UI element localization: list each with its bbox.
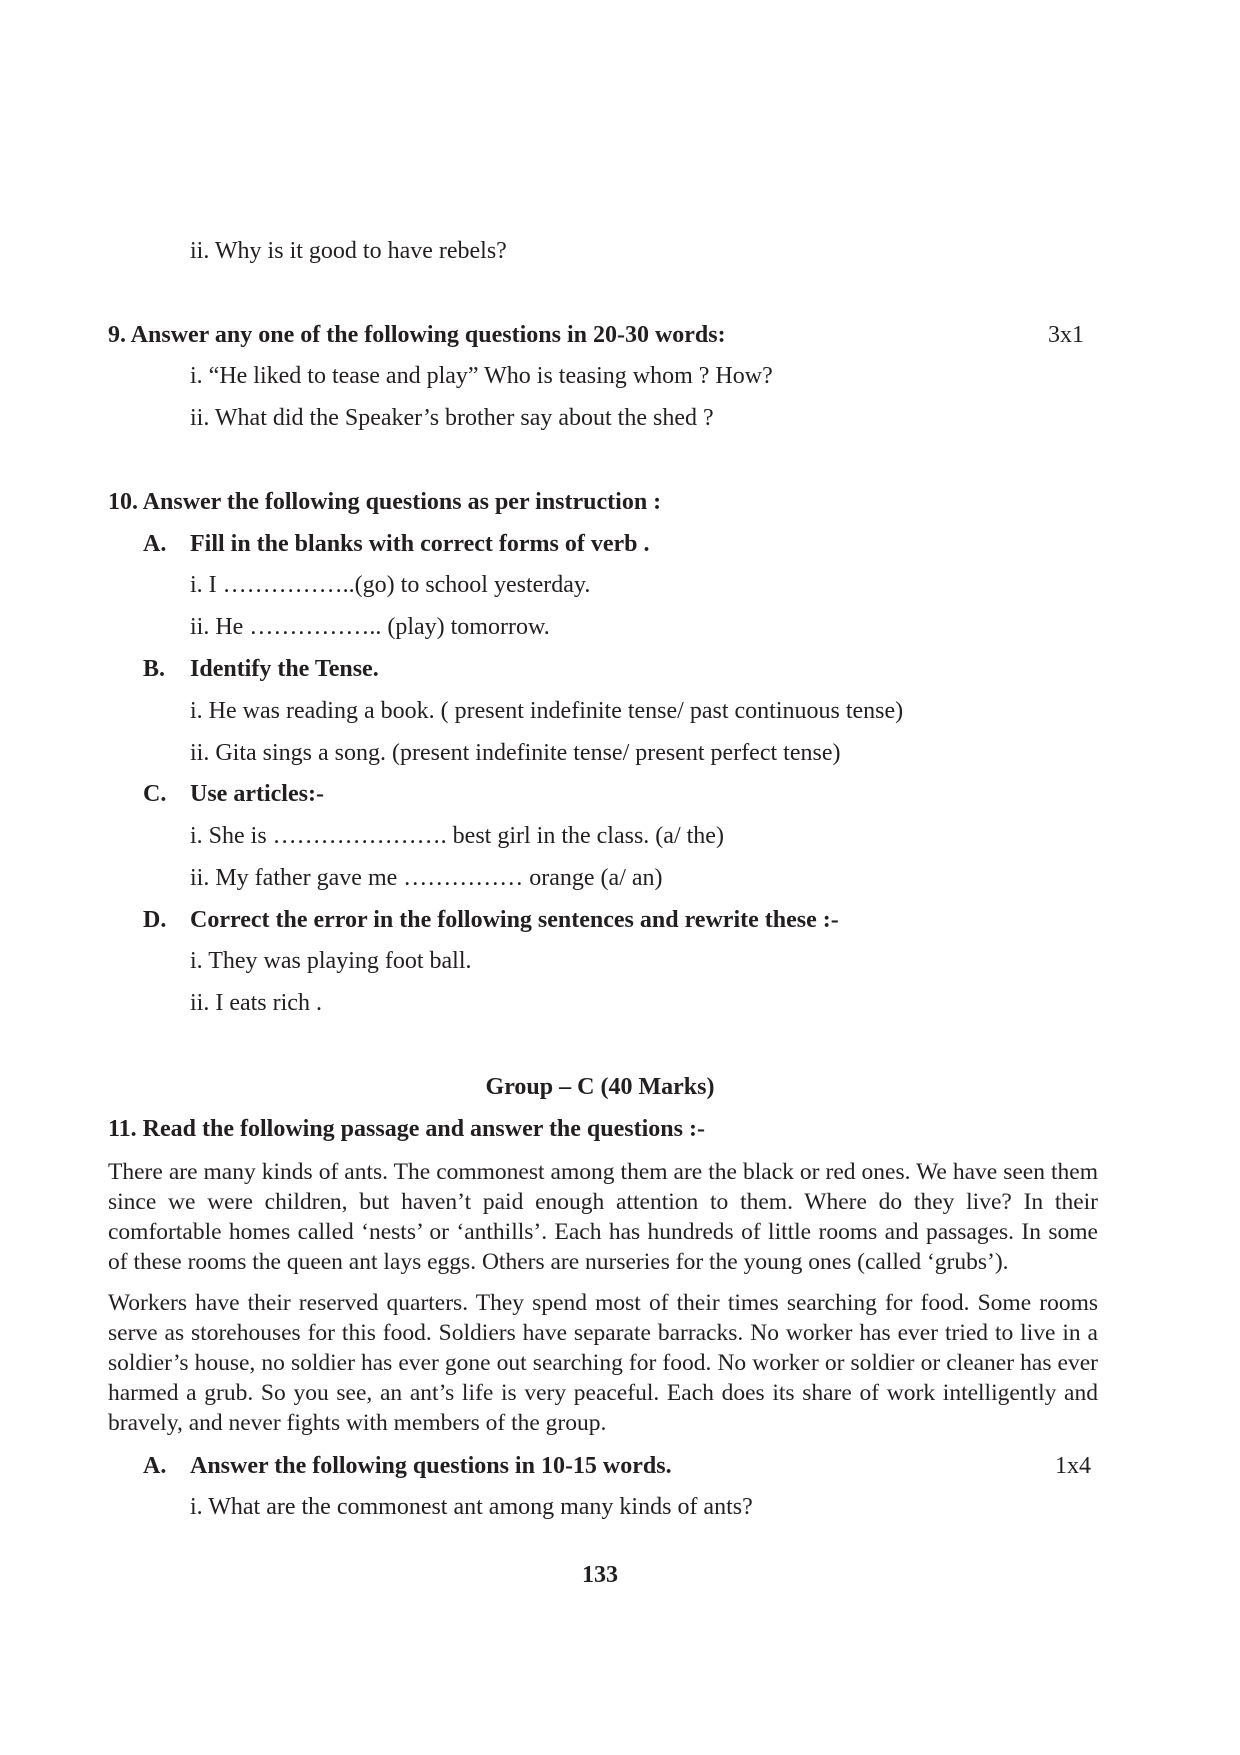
q9-heading: 9. Answer any one of the following questions in 20-30 words:	[108, 322, 726, 348]
q10-a-item-i: i. I ……………..(go) to school yesterday.	[190, 572, 591, 598]
q10-a-item-ii: ii. He …………….. (play) tomorrow.	[190, 614, 550, 640]
q10-b-title: Identify the Tense.	[190, 656, 379, 682]
q9-marks: 3x1	[1048, 322, 1084, 348]
q10-d-title: Correct the error in the following sentences and rewrite these :-	[190, 907, 839, 933]
group-c-title: Group – C (40 Marks)	[485, 1074, 715, 1100]
q9-option-i: i. “He liked to tease and play” Who is teasing whom ? How?	[190, 363, 773, 389]
q11-heading: 11. Read the following passage and answer the questions :-	[108, 1116, 705, 1142]
page-number: 133	[582, 1562, 618, 1588]
q10-c-item-i: i. She is …………………. best girl in the class. (a/ the)	[190, 823, 724, 849]
q10-b-item-i: i. He was reading a book. ( present indefinite tense/ past continuous tense)	[190, 698, 904, 724]
q10-heading: 10. Answer the following questions as per instruction :	[108, 489, 662, 515]
q11-a-marks: 1x4	[1055, 1453, 1091, 1479]
q11-passage-paragraph-1: There are many kinds of ants. The commonest among them are the black or red ones. We have seen them since we were children, but haven’t paid enough attention to them. Where do they live? In their comfortable homes called ‘nests’ or ‘anthills’. Each has hundreds of little rooms and passages. In some of these rooms the queen ant lays eggs. Others are nurseries for the young ones (called ‘grubs’).	[108, 1159, 1098, 1275]
q10-b-letter: B.	[143, 656, 166, 682]
q10-a-letter: A.	[143, 531, 167, 557]
q10-c-item-ii: ii. My father gave me …………… orange (a/ an)	[190, 865, 663, 891]
q10-c-title: Use articles:-	[190, 781, 324, 807]
q10-d-item-ii: ii. I eats rich .	[190, 990, 322, 1016]
q10-b-item-ii: ii. Gita sings a song. (present indefinite tense/ present perfect tense)	[190, 740, 841, 766]
q9-option-ii: ii. What did the Speaker’s brother say about the shed ?	[190, 405, 714, 431]
q10-c-letter: C.	[143, 781, 167, 807]
q11-a-item-i: i. What are the commonest ant among many kinds of ants?	[190, 1494, 753, 1520]
q10-a-title: Fill in the blanks with correct forms of verb .	[190, 531, 650, 557]
q10-d-letter: D.	[143, 907, 167, 933]
q10-d-item-i: i. They was playing foot ball.	[190, 948, 472, 974]
q8-option-ii: ii. Why is it good to have rebels?	[190, 238, 507, 264]
q11-passage-paragraph-2: Workers have their reserved quarters. They spend most of their times searching for food. Some rooms serve as storehouses for this food. Soldiers have separate barracks. No worker has ever tried to live in a soldier’s house, no soldier has ever gone out searching for food. No worker or soldier or cleaner has ever harmed a grub. So you see, an ant’s life is very peaceful. Each does its share of work intelligently and bravely, and never fights with members of the group.	[108, 1290, 1098, 1436]
q11-a-title: Answer the following questions in 10-15 words.	[190, 1453, 672, 1479]
q11-a-letter: A.	[143, 1453, 167, 1479]
